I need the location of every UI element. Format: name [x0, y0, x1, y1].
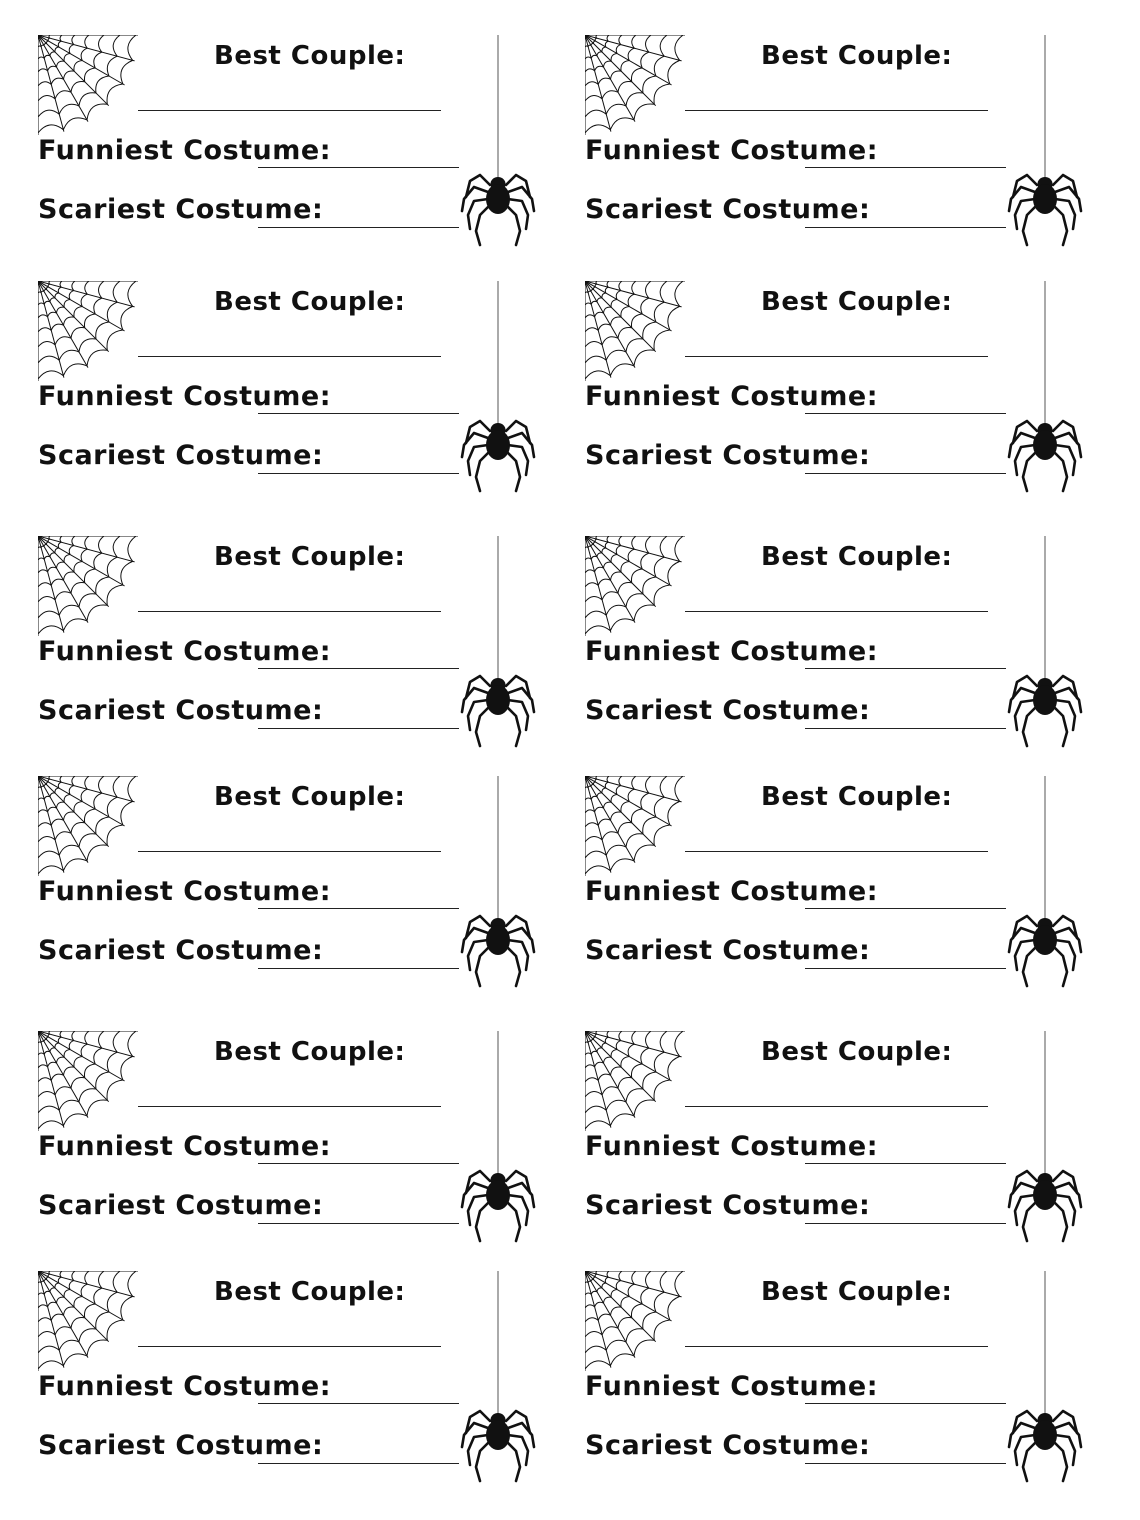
funniest-costume-write-line: [258, 908, 459, 909]
funniest-costume-write-line: [805, 167, 1006, 168]
spider-icon: [458, 1031, 538, 1246]
award-card: [38, 281, 578, 496]
spider-icon: [458, 35, 538, 250]
scariest-costume-label: Scariest Costume:: [585, 1430, 871, 1461]
scariest-costume-write-line: [805, 968, 1006, 969]
spider-icon: [1005, 35, 1085, 250]
scariest-costume-label: Scariest Costume:: [585, 194, 871, 225]
spiderweb-icon: [38, 35, 138, 135]
best-couple-label: Best Couple:: [214, 1037, 406, 1067]
scariest-costume-label: Scariest Costume:: [585, 1190, 871, 1221]
funniest-costume-label: Funniest Costume:: [585, 135, 879, 166]
award-card: [38, 1271, 578, 1486]
spiderweb-icon: [38, 536, 138, 636]
scariest-costume-write-line: [805, 1463, 1006, 1464]
spider-icon: [458, 1271, 538, 1486]
funniest-costume-label: Funniest Costume:: [585, 381, 879, 412]
funniest-costume-write-line: [805, 908, 1006, 909]
award-card: [585, 776, 1125, 991]
best-couple-write-line: [138, 110, 441, 111]
spider-icon: [1005, 776, 1085, 991]
scariest-costume-label: Scariest Costume:: [38, 935, 324, 966]
best-couple-label: Best Couple:: [761, 287, 953, 317]
funniest-costume-write-line: [258, 413, 459, 414]
spiderweb-icon: [585, 281, 685, 381]
funniest-costume-label: Funniest Costume:: [585, 1131, 879, 1162]
spider-icon: [1005, 536, 1085, 751]
best-couple-write-line: [138, 851, 441, 852]
scariest-costume-write-line: [258, 968, 459, 969]
award-card: [585, 281, 1125, 496]
spider-icon: [458, 281, 538, 496]
award-card: [585, 35, 1125, 250]
spider-icon: [458, 536, 538, 751]
scariest-costume-label: Scariest Costume:: [38, 194, 324, 225]
scariest-costume-label: Scariest Costume:: [38, 1430, 324, 1461]
funniest-costume-write-line: [805, 668, 1006, 669]
funniest-costume-label: Funniest Costume:: [585, 876, 879, 907]
spiderweb-icon: [585, 35, 685, 135]
best-couple-write-line: [685, 356, 988, 357]
best-couple-label: Best Couple:: [761, 542, 953, 572]
best-couple-write-line: [685, 110, 988, 111]
best-couple-label: Best Couple:: [214, 1277, 406, 1307]
best-couple-write-line: [138, 356, 441, 357]
spiderweb-icon: [585, 536, 685, 636]
spiderweb-icon: [38, 1271, 138, 1371]
funniest-costume-label: Funniest Costume:: [38, 381, 332, 412]
funniest-costume-write-line: [258, 668, 459, 669]
scariest-costume-write-line: [258, 1223, 459, 1224]
spiderweb-icon: [38, 281, 138, 381]
scariest-costume-write-line: [805, 227, 1006, 228]
scariest-costume-label: Scariest Costume:: [585, 935, 871, 966]
funniest-costume-label: Funniest Costume:: [585, 636, 879, 667]
best-couple-label: Best Couple:: [214, 287, 406, 317]
spiderweb-icon: [38, 776, 138, 876]
best-couple-label: Best Couple:: [761, 1037, 953, 1067]
award-card: [38, 776, 578, 991]
funniest-costume-label: Funniest Costume:: [38, 636, 332, 667]
funniest-costume-write-line: [258, 167, 459, 168]
funniest-costume-write-line: [258, 1403, 459, 1404]
award-card: [38, 1031, 578, 1246]
funniest-costume-write-line: [258, 1163, 459, 1164]
spiderweb-icon: [38, 1031, 138, 1131]
scariest-costume-write-line: [805, 728, 1006, 729]
scariest-costume-write-line: [258, 473, 459, 474]
scariest-costume-label: Scariest Costume:: [585, 695, 871, 726]
funniest-costume-label: Funniest Costume:: [38, 1131, 332, 1162]
award-card: [585, 536, 1125, 751]
award-card: [38, 35, 578, 250]
funniest-costume-label: Funniest Costume:: [585, 1371, 879, 1402]
spiderweb-icon: [585, 776, 685, 876]
best-couple-label: Best Couple:: [761, 41, 953, 71]
best-couple-write-line: [685, 1106, 988, 1107]
best-couple-label: Best Couple:: [761, 1277, 953, 1307]
award-card: [585, 1271, 1125, 1486]
spiderweb-icon: [585, 1031, 685, 1131]
scariest-costume-write-line: [258, 1463, 459, 1464]
award-card: [585, 1031, 1125, 1246]
scariest-costume-write-line: [805, 1223, 1006, 1224]
spider-icon: [1005, 281, 1085, 496]
scariest-costume-write-line: [805, 473, 1006, 474]
funniest-costume-write-line: [805, 1163, 1006, 1164]
spiderweb-icon: [585, 1271, 685, 1371]
best-couple-write-line: [685, 1346, 988, 1347]
best-couple-label: Best Couple:: [214, 41, 406, 71]
funniest-costume-write-line: [805, 1403, 1006, 1404]
best-couple-label: Best Couple:: [761, 782, 953, 812]
best-couple-write-line: [138, 1106, 441, 1107]
scariest-costume-write-line: [258, 728, 459, 729]
funniest-costume-label: Funniest Costume:: [38, 1371, 332, 1402]
best-couple-write-line: [138, 611, 441, 612]
best-couple-write-line: [138, 1346, 441, 1347]
scariest-costume-write-line: [258, 227, 459, 228]
best-couple-write-line: [685, 851, 988, 852]
best-couple-write-line: [685, 611, 988, 612]
best-couple-label: Best Couple:: [214, 542, 406, 572]
scariest-costume-label: Scariest Costume:: [38, 1190, 324, 1221]
funniest-costume-write-line: [805, 413, 1006, 414]
spider-icon: [1005, 1271, 1085, 1486]
best-couple-label: Best Couple:: [214, 782, 406, 812]
funniest-costume-label: Funniest Costume:: [38, 876, 332, 907]
spider-icon: [1005, 1031, 1085, 1246]
funniest-costume-label: Funniest Costume:: [38, 135, 332, 166]
scariest-costume-label: Scariest Costume:: [38, 440, 324, 471]
spider-icon: [458, 776, 538, 991]
award-card: [38, 536, 578, 751]
scariest-costume-label: Scariest Costume:: [38, 695, 324, 726]
scariest-costume-label: Scariest Costume:: [585, 440, 871, 471]
